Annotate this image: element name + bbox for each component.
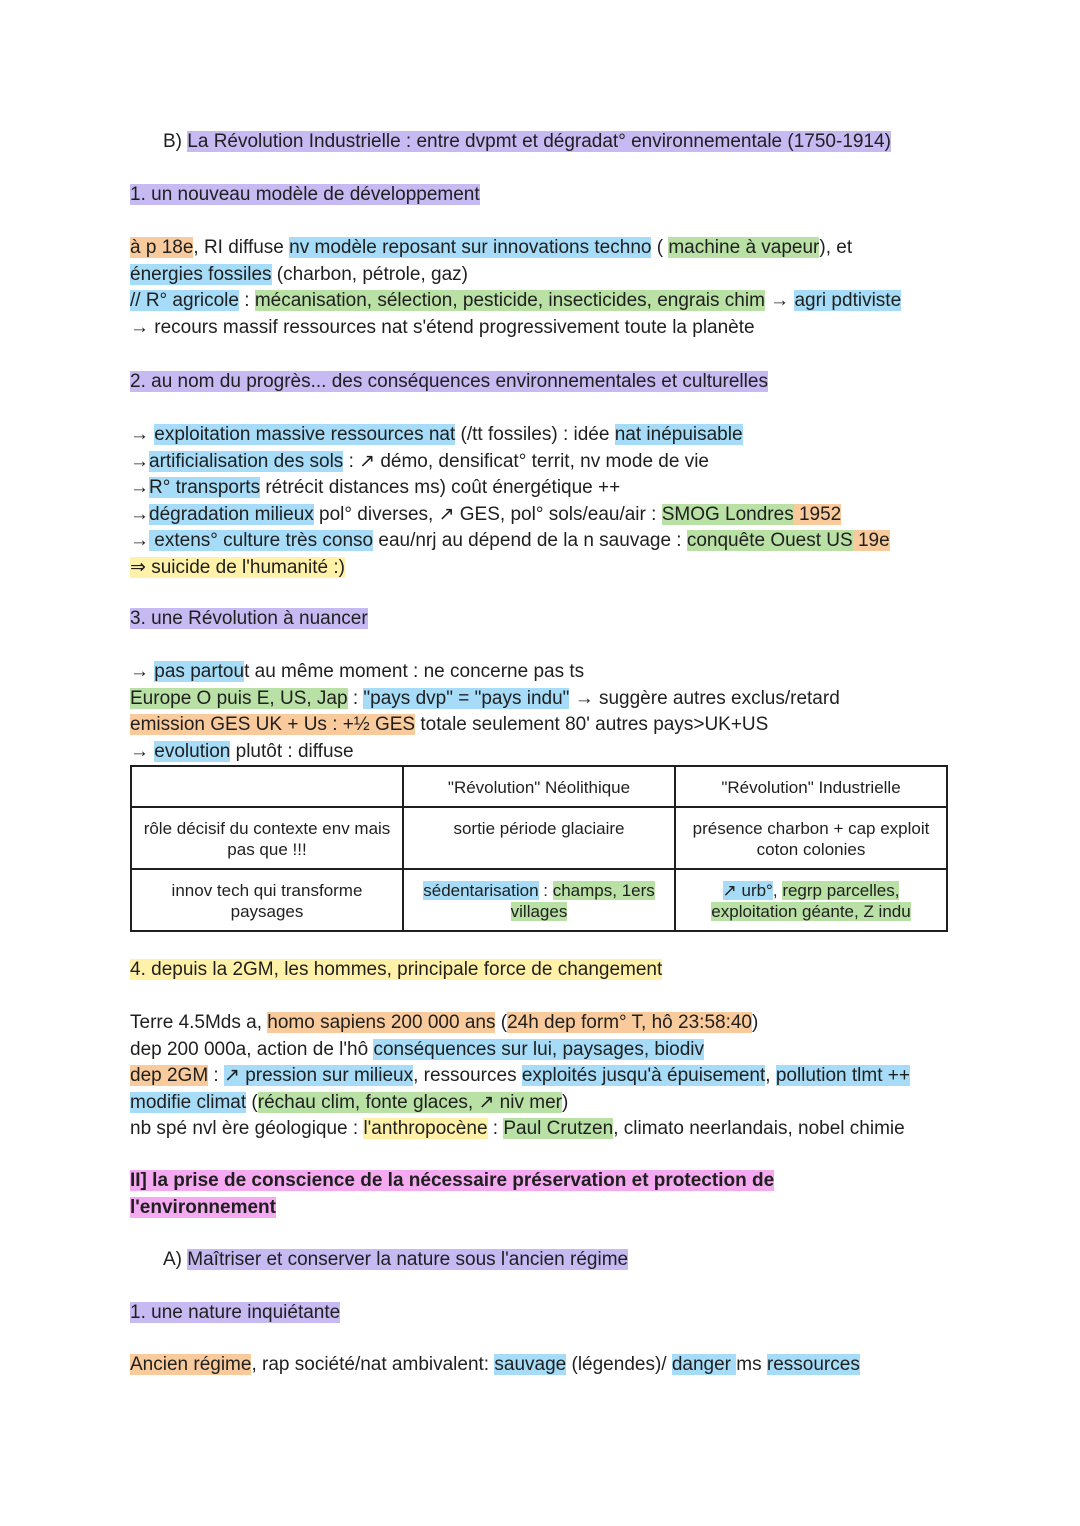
hl-text: agri pdtiviste [794, 290, 902, 311]
section-ii-line1 [130, 1168, 960, 1195]
table-row [131, 807, 947, 869]
text: → [764, 290, 795, 311]
part4-line2 [130, 1037, 960, 1064]
part1-line2 [130, 262, 960, 289]
text: pol° diverses, ↗ GES, pol° sols/eau/air : [313, 503, 662, 525]
text: , RI diffuse [193, 237, 290, 258]
text: , [772, 881, 783, 900]
hl-text: exploités jusqu'à épuisement [521, 1065, 766, 1086]
table-header-cell: "Révolution" Industrielle [675, 766, 947, 807]
hl-text: II] la prise de conscience de la nécessaire préservation et protection de [130, 1170, 775, 1191]
section-b-heading: La Révolution Industrielle : entre dvpmt et dégradat° environnementale (1750-1914) [187, 131, 891, 152]
text: ( [246, 1091, 258, 1113]
hl-text: extens° culture très conso [149, 530, 374, 551]
section-ii-title [130, 1168, 960, 1221]
text: ms [736, 1354, 767, 1375]
text: : [347, 687, 364, 709]
hl-text: SMOG Londres [661, 503, 794, 525]
part3-line2 [130, 686, 960, 713]
part1-line3 [130, 288, 960, 315]
hl-text: conquête Ouest US [686, 530, 853, 551]
part2-line2 [130, 449, 960, 476]
table-header-row [131, 766, 947, 807]
table-cell: rôle décisif du contexte env mais pas que !!! [131, 807, 403, 869]
hl-text: nat inépuisable [614, 424, 743, 445]
hl-text: 24h dep form° T, hô 23:58:40 [507, 1012, 752, 1033]
hl-text: l'environnement [130, 1196, 276, 1218]
hl-text: modifie climat [130, 1091, 247, 1113]
part4-line5 [130, 1116, 960, 1143]
part5-heading [130, 1300, 960, 1327]
table-cell: présence charbon + cap exploit coton colonies [675, 807, 947, 869]
part2-line1 [130, 422, 960, 449]
text: , climato neerlandais, nobel chimie [613, 1118, 905, 1139]
part2-line5 [130, 528, 960, 555]
text: → [130, 740, 155, 762]
section-ii-line2 [130, 1195, 960, 1222]
table-cell: sortie période glaciaire [403, 807, 675, 869]
hl-text: evolution [154, 740, 231, 762]
text: dep 200 000a, action de l'hô [130, 1038, 374, 1060]
text: totale seulement 80' autres pays>UK+US [415, 714, 769, 735]
text: (charbon, pétrole, gaz) [271, 263, 468, 285]
part4-paragraph [130, 1010, 960, 1143]
text: , rap société/nat ambivalent: [251, 1354, 495, 1375]
part1-line4: → recours massif ressources nat s'étend progressivement toute la planète [130, 316, 755, 338]
hl-text: l'anthropocène [363, 1118, 488, 1139]
part3-line1 [130, 659, 960, 686]
hl-text: emission GES UK + Us : +½ GES [130, 714, 416, 735]
part5-heading-text: 1. une nature inquiétante [130, 1302, 341, 1323]
part2-heading [130, 369, 960, 396]
text: ), et [819, 237, 853, 258]
text: ) [561, 1091, 569, 1113]
part1-line1 [130, 235, 960, 262]
hl-text: Paul Crutzen [503, 1118, 614, 1139]
section-b-title [163, 129, 993, 156]
text: → suggère autres exclus/retard [569, 687, 840, 709]
text: (/tt fossiles) : idée [455, 424, 615, 445]
hl-text: mécanisation, sélection, pesticide, insecticides, engrais chim [254, 290, 765, 311]
part2-line6 [130, 555, 960, 582]
hl-text: dégradation milieux [149, 503, 314, 525]
section-a-prefix: A) [163, 1249, 182, 1270]
text: plutôt : diffuse [230, 740, 354, 762]
text: : ↗ démo, densificat° territ, nv mode de vie [343, 450, 709, 472]
text: , ressources [413, 1065, 522, 1086]
text: → [130, 450, 149, 472]
hl-text: R° transports [149, 477, 261, 498]
text: Terre 4.5Mds a, [130, 1012, 268, 1033]
hl-text: ↗ urb° [722, 881, 773, 900]
text: → [130, 477, 149, 498]
text: : [238, 290, 255, 311]
hl-text: exploitation massive ressources nat [154, 424, 456, 445]
section-a-title [163, 1247, 993, 1274]
hl-text: sauvage [494, 1354, 567, 1375]
hl-text: champs, 1ers villages [510, 881, 655, 921]
section-b-prefix: B) [163, 131, 182, 152]
text: ( [651, 237, 669, 258]
text: t au même moment : ne concerne pas ts [244, 661, 585, 682]
part1-paragraph [130, 235, 960, 341]
table-cell: innov tech qui transforme paysages [131, 869, 403, 931]
text: ( [495, 1012, 508, 1033]
part2-line4 [130, 502, 960, 529]
text: → [130, 661, 155, 682]
part2-line3 [130, 475, 960, 502]
hl-text: 19e [852, 530, 890, 551]
hl-text: ↗ pression sur milieux [224, 1065, 414, 1086]
part2-list [130, 422, 960, 581]
hl-text: pas partou [154, 661, 245, 682]
part3-heading-text: 3. une Révolution à nuancer [130, 608, 368, 629]
hl-text: sédentarisation [423, 881, 539, 900]
part4-line3 [130, 1063, 960, 1090]
part5-line1 [130, 1352, 960, 1379]
hl-text: machine à vapeur [668, 237, 820, 258]
hl-text: homo sapiens 200 000 ans [267, 1012, 496, 1033]
text: → [130, 503, 149, 525]
section-a-heading: Maîtriser et conserver la nature sous l'ancien régime [187, 1249, 629, 1270]
table-header-cell [131, 766, 403, 807]
text: → [130, 530, 149, 551]
part5-paragraph [130, 1352, 960, 1379]
table-cell [675, 869, 947, 931]
part4-heading [130, 957, 960, 984]
hl-text: conséquences sur lui, paysages, biodiv [373, 1038, 705, 1060]
text: : [208, 1065, 224, 1086]
part3-line4 [130, 739, 960, 766]
text: , [765, 1065, 776, 1086]
part3-paragraph [130, 659, 960, 765]
hl-text: Ancien régime [130, 1354, 252, 1375]
hl-text: 1952 [793, 503, 842, 525]
hl-text: // R° agricole [130, 290, 239, 311]
table-header-cell: "Révolution" Néolithique [403, 766, 675, 807]
part2-heading-text: 2. au nom du progrès... des conséquences environnementales et culturelles [130, 371, 768, 392]
text: nb spé nvl ère géologique : [130, 1118, 364, 1139]
hl-text: Europe O puis E, US, Jap [130, 687, 348, 709]
text: rétrécit distances ms) coût énergétique ++ [260, 477, 621, 498]
table-row [131, 869, 947, 931]
text: : [487, 1118, 504, 1139]
hl-text: dep 2GM [130, 1065, 209, 1086]
text: eau/nrj au dépend de la n sauvage : [373, 530, 687, 551]
hl-text: danger [671, 1354, 737, 1375]
hl-text: réchau clim, fonte glaces, ↗ niv mer [257, 1091, 562, 1113]
hl-text: à p 18e [130, 237, 194, 258]
part1-heading-text: 1. un nouveau modèle de développement [130, 184, 480, 205]
part1-heading [130, 182, 960, 209]
comparison-table [130, 765, 948, 932]
text: : [538, 881, 553, 900]
part4-line1 [130, 1010, 960, 1037]
text: → [130, 424, 155, 445]
text: (légendes)/ [566, 1354, 672, 1375]
hl-text: artificialisation des sols [149, 450, 344, 472]
part3-heading [130, 606, 960, 633]
table-cell [403, 869, 675, 931]
hl-text: "pays dvp" = "pays indu" [363, 687, 570, 709]
hl-text: énergies fossiles [130, 263, 272, 285]
text: ) [751, 1012, 759, 1033]
part3-line3 [130, 712, 960, 739]
part4-line4 [130, 1090, 960, 1117]
part4-heading-text: 4. depuis la 2GM, les hommes, principale force de changement [130, 959, 663, 980]
hl-text: nv modèle reposant sur innovations techno [289, 237, 652, 258]
hl-text: ressources [766, 1354, 860, 1375]
hl-text: regrp parcelles, exploitation géante, Z indu [711, 881, 911, 921]
hl-text: ⇒ suicide de l'humanité :) [130, 556, 345, 578]
hl-text: pollution tlmt ++ [775, 1065, 910, 1086]
